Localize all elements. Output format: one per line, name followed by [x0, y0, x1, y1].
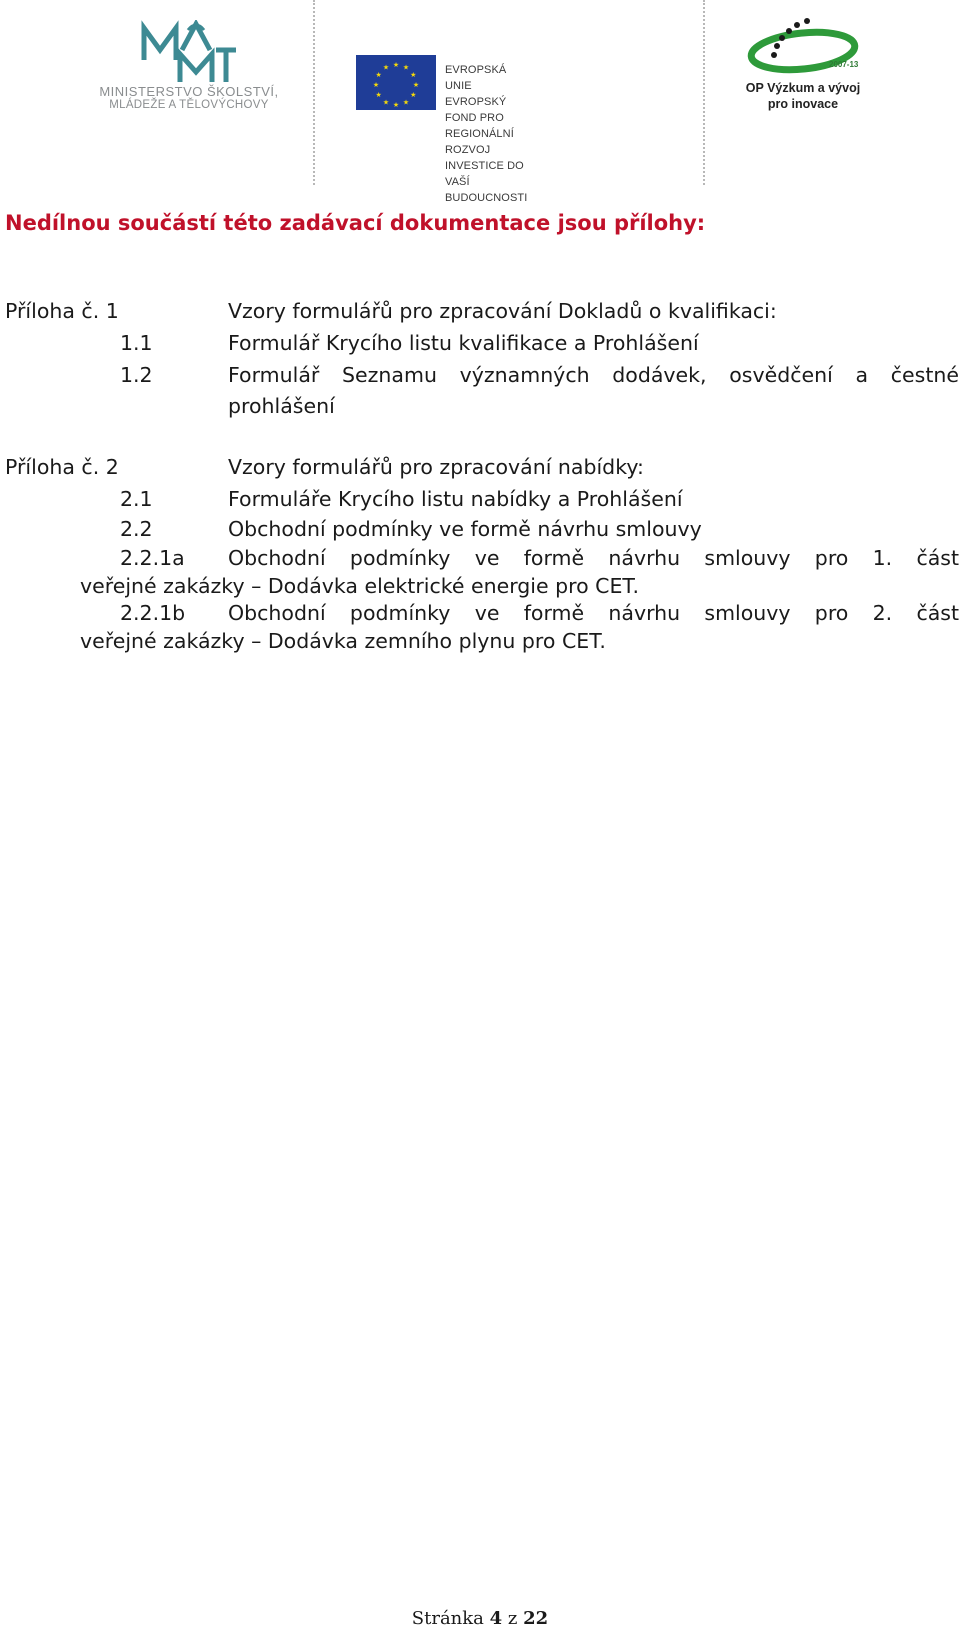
footer-page-total: 22: [523, 1608, 549, 1629]
op-swoosh-icon: [745, 15, 865, 79]
eu-line2: EVROPSKÝ FOND PRO REGIONÁLNÍ ROZVOJ: [445, 96, 514, 156]
footer-page-number: 4: [489, 1608, 503, 1629]
op-line2: pro inovace: [767, 97, 839, 111]
eu-line1: EVROPSKÁ UNIE: [445, 64, 507, 92]
svg-text:★: ★: [382, 63, 390, 72]
page-header: [0, 0, 960, 204]
msmt-name-line2: MLÁDEŽE A TĚLOVÝCHOVY: [109, 99, 269, 111]
annex2-item-4-cont: veřejné zakázky – Dodávka zemního plynu pro CET.: [80, 629, 606, 653]
annex2-item-4-num: 2.2.1b: [120, 601, 186, 625]
msmt-name-line1: MINISTERSTVO ŠKOLSTVÍ,: [99, 84, 279, 99]
annex1-item-1-num: 1.1: [120, 331, 153, 355]
eu-text-block: [445, 62, 527, 206]
msmt-monogram-icon: [140, 20, 240, 84]
svg-text:★: ★: [372, 81, 380, 89]
annex2-title: Vzory formulářů pro zpracování nabídky:: [228, 455, 644, 479]
annex1-label: Příloha č. 1: [5, 299, 119, 323]
document-heading: Nedílnou součástí této zadávací dokumentace jsou přílohy:: [5, 211, 706, 235]
op-line1: OP Výzkum a vývoj: [745, 81, 861, 95]
annex2-item-3-cont: veřejné zakázky – Dodávka elektrické energie pro CET.: [80, 574, 640, 598]
page-footer: [0, 1608, 960, 1629]
header-divider: [313, 0, 315, 185]
svg-text:★: ★: [410, 91, 417, 99]
footer-prefix: Stránka: [411, 1608, 484, 1629]
op-text-block: [738, 80, 868, 112]
annex2-label: Příloha č. 2: [5, 455, 119, 479]
svg-text:★: ★: [375, 71, 382, 79]
svg-text:★: ★: [410, 71, 417, 79]
annex2-item-3-text: Obchodní podmínky ve formě návrhu smlouvy pro 1. část: [228, 546, 959, 570]
svg-text:★: ★: [392, 101, 400, 109]
svg-text:★: ★: [412, 81, 420, 89]
annex1-item-2-cont: prohlášení: [228, 394, 335, 418]
svg-text:★: ★: [382, 98, 390, 107]
eu-flag-icon: [356, 55, 436, 110]
eu-line3: INVESTICE DO VAŠÍ BUDOUCNOSTI: [445, 160, 528, 204]
annex2-item-2-num: 2.2: [120, 517, 153, 541]
annex1-item-2-text: Formulář Seznamu významných dodávek, osvědčení a čestné: [228, 363, 959, 387]
svg-text:★: ★: [392, 61, 400, 69]
svg-text:★: ★: [375, 91, 382, 99]
header-divider: [703, 0, 705, 185]
svg-text:★: ★: [402, 63, 410, 72]
annex2-item-1-text: Formuláře Krycího listu nabídky a Prohlášení: [228, 487, 683, 511]
annex2-item-2-text: Obchodní podmínky ve formě návrhu smlouvy: [228, 517, 702, 541]
annex1-title: Vzory formulářů pro zpracování Dokladů o kvalifikaci:: [228, 299, 777, 323]
annex2-item-4-text: Obchodní podmínky ve formě návrhu smlouvy pro 2. část: [228, 601, 959, 625]
annex1-item-1-text: Formulář Krycího listu kvalifikace a Prohlášení: [228, 331, 699, 355]
svg-text:★: ★: [402, 98, 410, 107]
footer-separator: z: [507, 1608, 518, 1629]
op-year: 2007-13: [829, 60, 859, 69]
annex1-item-2-num: 1.2: [120, 363, 153, 387]
annex2-item-3-num: 2.2.1a: [120, 546, 185, 570]
annex2-item-1-num: 2.1: [120, 487, 153, 511]
